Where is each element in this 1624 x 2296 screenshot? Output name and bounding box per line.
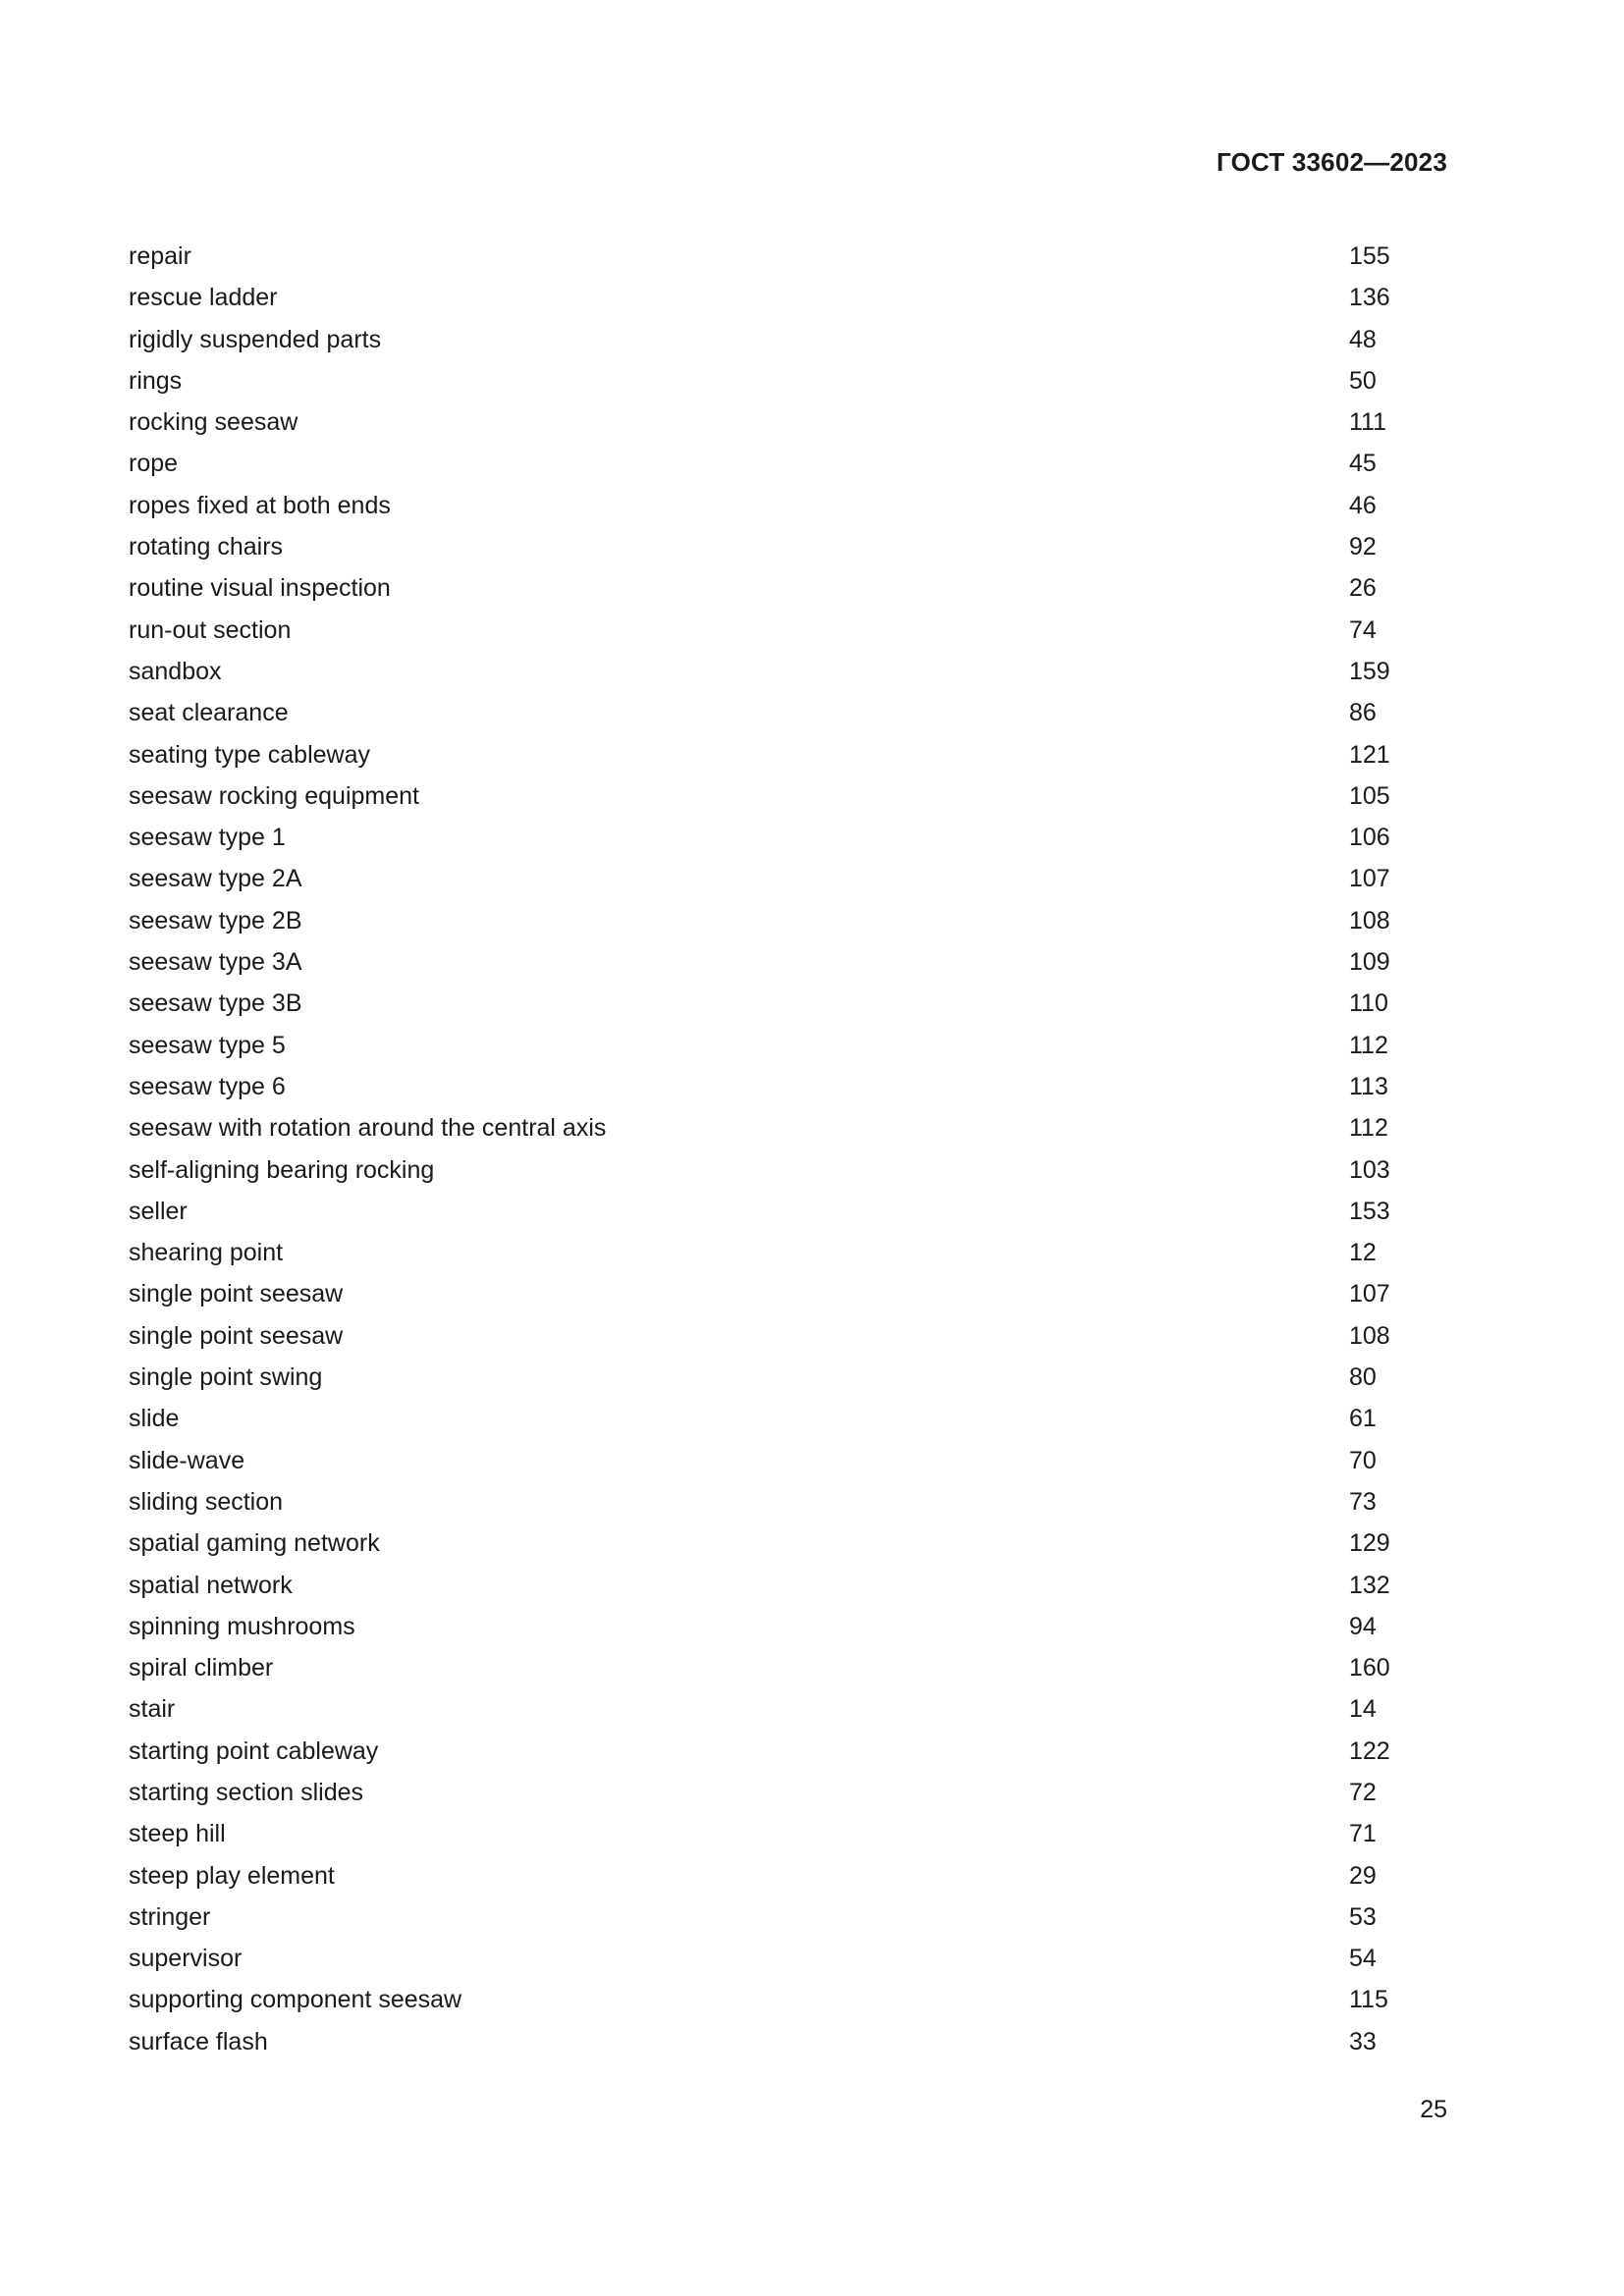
index-ref-number: 129 <box>1349 1529 1390 1558</box>
index-ref-number: 160 <box>1349 1654 1390 1682</box>
index-ref-number: 122 <box>1349 1736 1390 1765</box>
index-entry <box>129 1938 1405 1979</box>
index-ref-number: 70 <box>1349 1446 1377 1474</box>
index-term: seesaw type 6 <box>129 1072 286 1100</box>
index-ref-number: 113 <box>1349 1072 1388 1100</box>
index-entry <box>129 236 1405 277</box>
index-entry <box>129 1979 1405 2020</box>
index-term: steep play element <box>129 1861 335 1890</box>
index-entry <box>129 485 1405 526</box>
index-ref-number: 136 <box>1349 284 1390 312</box>
index-ref-number: 109 <box>1349 948 1390 977</box>
index-ref-number: 48 <box>1349 325 1377 353</box>
index-ref-number: 53 <box>1349 1902 1377 1931</box>
index-term: surface flash <box>129 2027 268 2056</box>
index-entry <box>129 1398 1405 1439</box>
index-entry <box>129 1813 1405 1854</box>
index-term: spatial network <box>129 1571 293 1599</box>
index-term: ropes fixed at both ends <box>129 491 391 519</box>
index-entry <box>129 319 1405 360</box>
index-term: rocking seesaw <box>129 408 298 437</box>
index-term: spatial gaming network <box>129 1529 380 1558</box>
index-term: supervisor <box>129 1945 243 1973</box>
index-term: slide <box>129 1405 180 1433</box>
index-entry <box>129 443 1405 484</box>
index-ref-number: 46 <box>1349 491 1377 519</box>
index-term: stair <box>129 1695 176 1724</box>
index-ref-number: 45 <box>1349 450 1377 478</box>
index-term: steep hill <box>129 1820 226 1848</box>
index-term: routine visual inspection <box>129 574 391 603</box>
index-ref-number: 50 <box>1349 366 1377 395</box>
index-ref-number: 73 <box>1349 1487 1377 1516</box>
index-term: slide-wave <box>129 1446 245 1474</box>
index-entry <box>129 692 1405 733</box>
index-term: starting section slides <box>129 1778 364 1806</box>
index-entry <box>129 277 1405 318</box>
index-ref-number: 74 <box>1349 615 1377 644</box>
index-ref-number: 112 <box>1349 1114 1388 1143</box>
index-ref-number: 72 <box>1349 1778 1377 1806</box>
index-entry <box>129 1066 1405 1107</box>
index-ref-number: 14 <box>1349 1695 1377 1724</box>
index-term: rotating chairs <box>129 533 284 561</box>
index-ref-number: 92 <box>1349 533 1377 561</box>
index-ref-number: 155 <box>1349 242 1390 270</box>
index-ref-number: 86 <box>1349 699 1377 727</box>
index-entry <box>129 900 1405 941</box>
index-entry <box>129 567 1405 609</box>
index-term: seesaw type 1 <box>129 824 286 852</box>
index-ref-number: 153 <box>1349 1197 1390 1225</box>
index-entry <box>129 1315 1405 1357</box>
index-term: seesaw type 2B <box>129 906 302 934</box>
index-entry <box>129 1855 1405 1896</box>
index-ref-number: 26 <box>1349 574 1377 603</box>
index-ref-number: 33 <box>1349 2027 1377 2056</box>
index-entry <box>129 1440 1405 1481</box>
index-ref-number: 54 <box>1349 1945 1377 1973</box>
document-code-header: ГОСТ 33602—2023 <box>1217 147 1447 177</box>
index-term: single point seesaw <box>129 1321 344 1350</box>
index-ref-number: 110 <box>1349 989 1388 1018</box>
index-term: single point seesaw <box>129 1280 344 1308</box>
index-ref-number: 94 <box>1349 1612 1377 1640</box>
index-entry <box>129 1357 1405 1398</box>
index-term: spiral climber <box>129 1654 274 1682</box>
index-term: seesaw rocking equipment <box>129 781 419 810</box>
index-ref-number: 108 <box>1349 1321 1390 1350</box>
index-term: rope <box>129 450 179 478</box>
index-ref-number: 105 <box>1349 781 1390 810</box>
index-entry <box>129 1481 1405 1522</box>
index-entry <box>129 1606 1405 1647</box>
index-term: starting point cableway <box>129 1736 379 1765</box>
index-term: self-aligning bearing rocking <box>129 1155 435 1184</box>
index-entry <box>129 1647 1405 1688</box>
index-term: stringer <box>129 1902 211 1931</box>
index-term: spinning mushrooms <box>129 1612 355 1640</box>
index-term: rigidly suspended parts <box>129 325 382 353</box>
index-term: seller <box>129 1197 188 1225</box>
index-entry <box>129 1522 1405 1564</box>
index-term: seesaw type 5 <box>129 1031 286 1059</box>
index-entry <box>129 651 1405 692</box>
index-ref-number: 103 <box>1349 1155 1390 1184</box>
index-ref-number: 29 <box>1349 1861 1377 1890</box>
index-entry <box>129 775 1405 817</box>
index-ref-number: 12 <box>1349 1239 1377 1267</box>
index-entry <box>129 1772 1405 1813</box>
index-term: rescue ladder <box>129 284 278 312</box>
index-entry <box>129 817 1405 858</box>
index-term: repair <box>129 242 191 270</box>
index-entry <box>129 1191 1405 1232</box>
index-term: seat clearance <box>129 699 289 727</box>
index-entry <box>129 1149 1405 1191</box>
index-term: single point swing <box>129 1363 323 1392</box>
index-entry <box>129 734 1405 775</box>
index-ref-number: 132 <box>1349 1571 1390 1599</box>
index-term: rings <box>129 366 183 395</box>
alphabetical-index-list <box>129 236 1405 2062</box>
index-ref-number: 107 <box>1349 865 1390 893</box>
index-entry <box>129 1688 1405 1730</box>
page-number: 25 <box>1420 2096 1447 2123</box>
index-entry <box>129 941 1405 983</box>
index-term: seesaw type 3A <box>129 948 302 977</box>
index-ref-number: 111 <box>1349 408 1387 437</box>
index-ref-number: 121 <box>1349 740 1390 769</box>
index-entry <box>129 1273 1405 1314</box>
index-entry <box>129 1025 1405 1066</box>
index-entry <box>129 526 1405 567</box>
index-term: seating type cableway <box>129 740 370 769</box>
index-term: sandbox <box>129 657 222 685</box>
index-ref-number: 159 <box>1349 657 1390 685</box>
index-entry <box>129 1896 1405 1938</box>
index-term: seesaw with rotation around the central axis <box>129 1114 607 1143</box>
index-term: seesaw type 2A <box>129 865 302 893</box>
index-entry <box>129 1565 1405 1606</box>
index-ref-number: 106 <box>1349 824 1390 852</box>
index-ref-number: 108 <box>1349 906 1390 934</box>
index-entry <box>129 1107 1405 1148</box>
index-entry <box>129 360 1405 401</box>
index-ref-number: 80 <box>1349 1363 1377 1392</box>
index-entry <box>129 401 1405 443</box>
index-term: shearing point <box>129 1239 284 1267</box>
index-term: sliding section <box>129 1487 284 1516</box>
index-entry <box>129 858 1405 899</box>
index-ref-number: 112 <box>1349 1031 1388 1059</box>
index-term: seesaw type 3B <box>129 989 302 1018</box>
index-ref-number: 115 <box>1349 1986 1388 2014</box>
index-ref-number: 71 <box>1349 1820 1377 1848</box>
index-term: run-out section <box>129 615 292 644</box>
index-entry <box>129 1731 1405 1772</box>
index-ref-number: 107 <box>1349 1280 1390 1308</box>
index-ref-number: 61 <box>1349 1405 1377 1433</box>
index-entry <box>129 2021 1405 2062</box>
index-term: supporting component seesaw <box>129 1986 462 2014</box>
index-entry <box>129 983 1405 1024</box>
index-entry <box>129 610 1405 651</box>
index-entry <box>129 1232 1405 1273</box>
